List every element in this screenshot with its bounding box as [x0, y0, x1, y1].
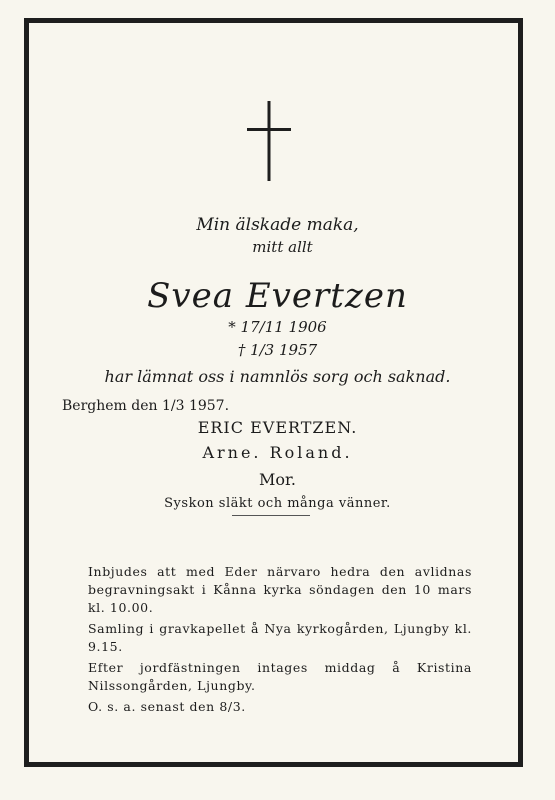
intro-line-1: Min älskade maka, — [196, 215, 359, 235]
mourner-1: ERIC EVERTZEN. — [197, 418, 358, 437]
mourner-2: Arne. Roland. — [202, 443, 353, 462]
rsvp-line: O. s. a. senast den 8/3. — [88, 699, 246, 714]
relatives-line: Syskon släkt och många vänner. — [164, 496, 391, 511]
divider-line — [232, 515, 310, 516]
deceased-name: Svea Evertzen — [147, 276, 408, 316]
mourner-3: Mor. — [259, 470, 296, 489]
notice-paragraph-3: Efter jordfästningen intages middag å Kristina Nilssongården, Ljungby. — [88, 660, 472, 693]
place-date: Berghem den 1/3 1957. — [62, 398, 230, 414]
birth-date: * 17/11 1906 — [228, 318, 327, 336]
cross-icon — [247, 101, 291, 181]
grief-line: har lämnat oss i namnlös sorg och saknad. — [104, 367, 451, 386]
notice-paragraph-1: Inbjudes att med Eder närvaro hedra den avlidnas begravningsakt i Kånna kyrka söndagen den 10 mars kl. 10.00. — [88, 564, 472, 615]
death-date: † 1/3 1957 — [237, 341, 318, 359]
notice-paragraph-2: Samling i gravkapellet å Nya kyrkogården, Ljungby kl. 9.15. — [88, 621, 472, 654]
intro-line-2: mitt allt — [252, 238, 313, 256]
funeral-notice — [88, 563, 472, 719]
